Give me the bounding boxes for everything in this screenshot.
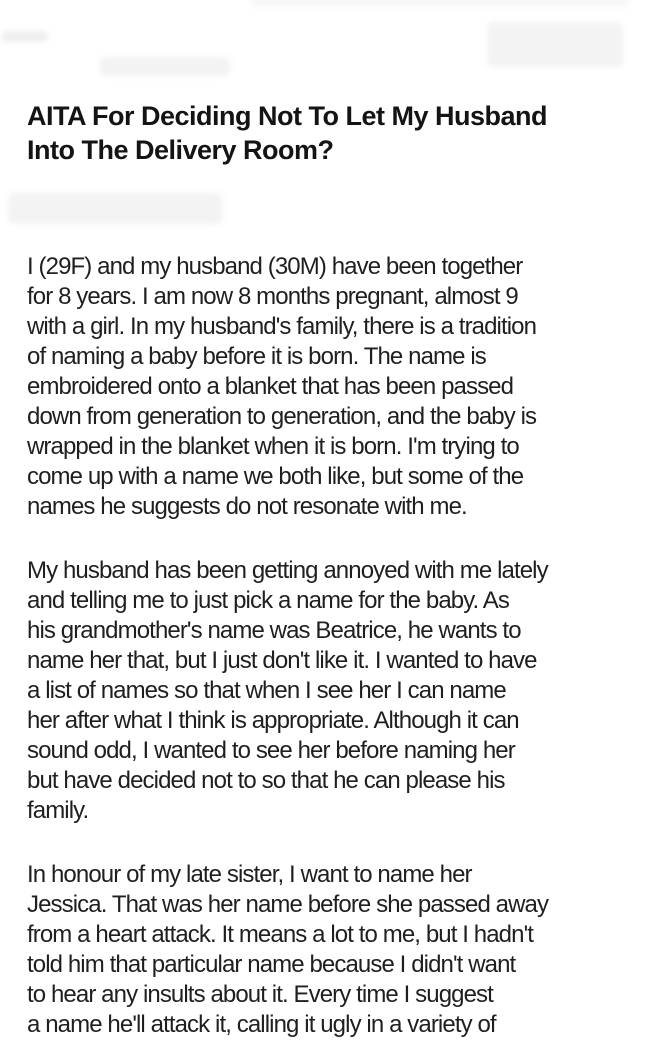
redacted-blur-username	[100, 57, 230, 76]
text-line: told him that particular name because I didn't want	[27, 951, 516, 978]
text-line: of naming a baby before it is born. The name is	[27, 343, 486, 370]
redacted-blur-top-edge	[250, 0, 630, 6]
redacted-blur-top-right	[487, 22, 623, 67]
post-title-line-2: Into The Delivery Room?	[27, 135, 334, 165]
post-paragraph-2	[27, 556, 647, 826]
text-line: to hear any insults about it. Every time I suggest	[27, 981, 493, 1008]
text-line: wrapped in the blanket when it is born. I'm trying to	[27, 433, 519, 460]
text-line: family.	[27, 797, 89, 824]
text-line: for 8 years. I am now 8 months pregnant, almost 9	[27, 283, 518, 310]
text-line: with a girl. In my husband's family, there is a tradition	[27, 313, 537, 340]
text-line: her after what I think is appropriate. Although it can	[27, 707, 519, 734]
text-line: his grandmother's name was Beatrice, he wants to	[27, 617, 521, 644]
post-title	[27, 99, 637, 167]
post-paragraph-1	[27, 252, 647, 522]
text-line: I (29F) and my husband (30M) have been together	[27, 253, 523, 280]
text-line: a name he'll attack it, calling it ugly in a variety of	[27, 1011, 496, 1038]
text-line: names he suggests do not resonate with me.	[27, 493, 467, 520]
redacted-blur-below-title	[8, 193, 222, 224]
text-line: a list of names so that when I see her I can name	[27, 677, 506, 704]
text-line: and telling me to just pick a name for the baby. As	[27, 587, 509, 614]
text-line: In honour of my late sister, I want to name her	[27, 861, 472, 888]
text-line: come up with a name we both like, but some of the	[27, 463, 524, 490]
redacted-blur-top-left	[2, 31, 48, 42]
text-line: My husband has been getting annoyed with me lately	[27, 557, 548, 584]
text-line: name her that, but I just don't like it. I wanted to have	[27, 647, 537, 674]
text-line: down from generation to generation, and the baby is	[27, 403, 537, 430]
post-title-line-1: AITA For Deciding Not To Let My Husband	[27, 101, 547, 131]
text-line: Jessica. That was her name before she passed away	[27, 891, 549, 918]
post-paragraph-3	[27, 860, 647, 1040]
text-line: embroidered onto a blanket that has been passed	[27, 373, 514, 400]
text-line: sound odd, I wanted to see her before naming her	[27, 737, 515, 764]
text-line: from a heart attack. It means a lot to me, but I hadn't	[27, 921, 534, 948]
text-line: but have decided not to so that he can please his	[27, 767, 505, 794]
